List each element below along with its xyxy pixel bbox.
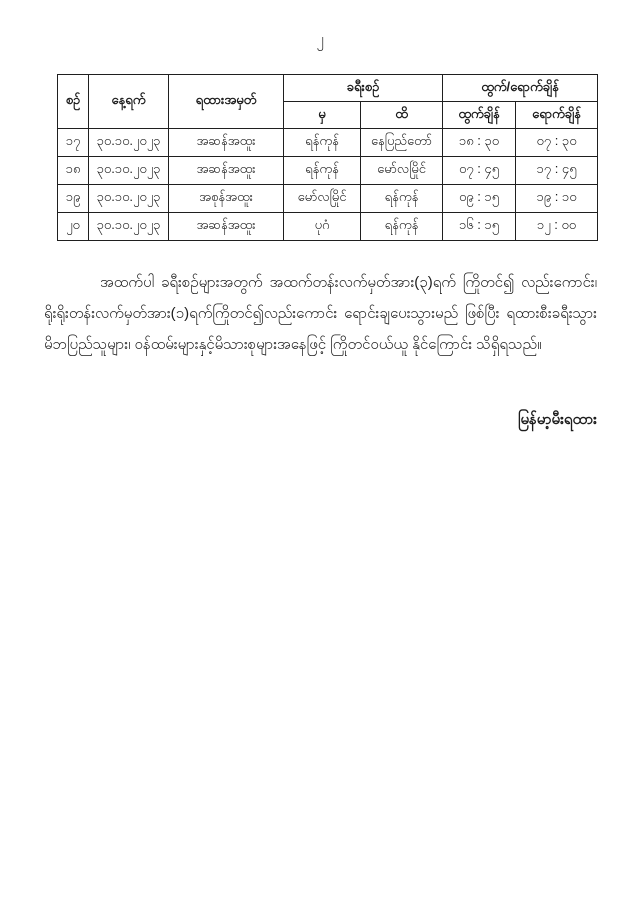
train-schedule-table <box>57 74 598 241</box>
notice-paragraph: အထက်ပါ ခရီးစဉ်များအတွက် အထက်တန်းလက်မှတ်အား(၃)ရက် ကြိုတင်၍ လည်းကောင်း၊ ရိုးရိုးတန်းလက်မှတ်အား(၁)ရက်ကြိုတင်၍လည်းကောင်း ရောင်းချပေးသွားမည် ဖြစ်ပြီး ရထားစီးခရီးသွား မိဘပြည်သူများ၊ ဝန်ထမ်းများနှင့်မိသားစုများအနေဖြင့် ကြိုတင်ဝယ်ယူ နိုင်ကြောင်း သိရှိရသည်။ <box>44 274 597 353</box>
cell-depart-time: ၁၈ : ၃၀ <box>443 129 516 157</box>
cell-to: နေပြည်တော် <box>361 129 443 157</box>
header-arrive-time: ရောက်ချိန် <box>516 102 598 129</box>
table-row <box>58 129 598 157</box>
cell-serial: ၂၀ <box>58 213 89 241</box>
header-route-group: ခရီးစဉ် <box>284 75 443 102</box>
cell-arrive-time: ၀၇ : ၃၀ <box>516 129 598 157</box>
header-time-group: ထွက်/ရောက်ချိန် <box>443 75 598 102</box>
cell-date: ၃၀.၁၀.၂၀၂၃ <box>89 185 169 213</box>
cell-serial: ၁၇ <box>58 129 89 157</box>
cell-to: ရန်ကုန် <box>361 185 443 213</box>
cell-from: ရန်ကုန် <box>284 129 361 157</box>
cell-depart-time: ၀၇ : ၄၅ <box>443 157 516 185</box>
header-depart-time: ထွက်ချိန် <box>443 102 516 129</box>
signature-myanmar-railways: မြန်မာ့မီးရထား <box>517 411 597 428</box>
table-row <box>58 185 598 213</box>
cell-depart-time: ၀၉ : ၁၅ <box>443 185 516 213</box>
header-train-number: ရထားအမှတ် <box>169 75 284 129</box>
header-serial: စဉ် <box>58 75 89 129</box>
cell-arrive-time: ၁၉ : ၁၀ <box>516 185 598 213</box>
cell-serial: ၁၈ <box>58 157 89 185</box>
cell-serial: ၁၉ <box>58 185 89 213</box>
header-date: နေ့ရက် <box>89 75 169 129</box>
header-from: မှ <box>284 102 361 129</box>
table-row <box>58 213 598 241</box>
cell-from: ပုဂံ <box>284 213 361 241</box>
cell-date: ၃၀.၁၀.၂၀၂၃ <box>89 157 169 185</box>
cell-train-number: အဆန်အထူး <box>169 213 284 241</box>
cell-arrive-time: ၁၂ : ၀၀ <box>516 213 598 241</box>
cell-to: မော်လမြိုင် <box>361 157 443 185</box>
table-header-row-group <box>58 75 598 102</box>
cell-train-number: အဆန်အထူး <box>169 157 284 185</box>
header-to: ထိ <box>361 102 443 129</box>
cell-date: ၃၀.၁၀.၂၀၂၃ <box>89 213 169 241</box>
cell-from: ရန်ကုန် <box>284 157 361 185</box>
cell-date: ၃၀.၁၀.၂၀၂၃ <box>89 129 169 157</box>
cell-train-number: အဆန်အထူး <box>169 129 284 157</box>
cell-to: ရန်ကုန် <box>361 213 443 241</box>
cell-from: မော်လမြိုင် <box>284 185 361 213</box>
cell-train-number: အစုန်အထူး <box>169 185 284 213</box>
page-number: ၂ <box>316 31 324 48</box>
table-row <box>58 157 598 185</box>
cell-arrive-time: ၁၇ : ၄၅ <box>516 157 598 185</box>
cell-depart-time: ၁၆ : ၁၅ <box>443 213 516 241</box>
